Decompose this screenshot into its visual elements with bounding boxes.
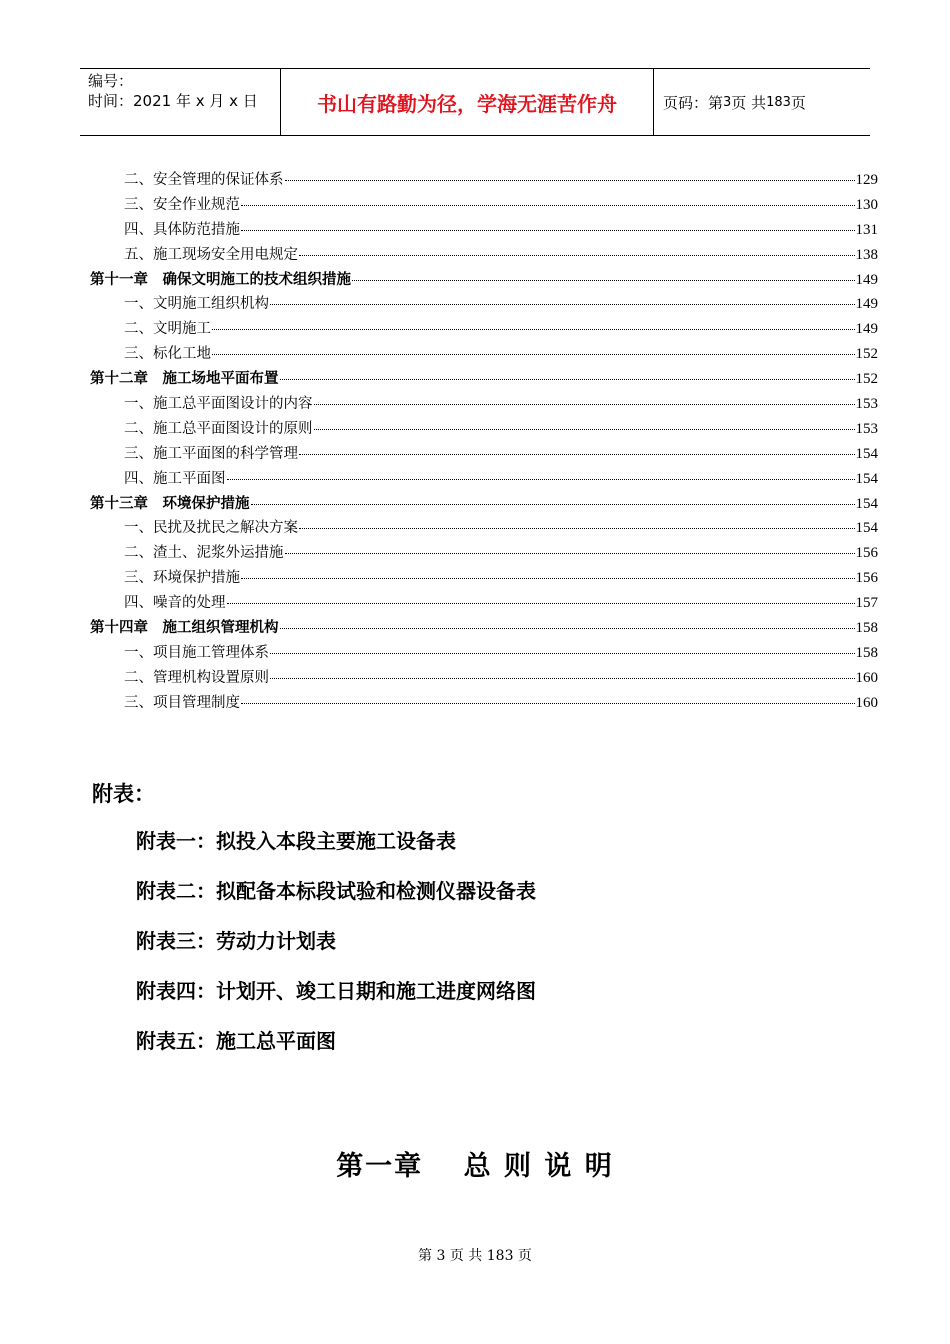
- toc-entry-page: 153: [855, 420, 878, 437]
- toc-section-entry[interactable]: [90, 218, 878, 243]
- toc-entry-page: 149: [855, 271, 878, 288]
- header-meta: [80, 69, 281, 135]
- toc-section-entry[interactable]: [90, 591, 878, 616]
- toc-entry-title: 五、施工现场安全用电规定: [124, 246, 298, 263]
- document-date: 时间：2021 年 x 月 x 日: [88, 92, 258, 110]
- toc-dot-leader: [241, 703, 855, 704]
- toc-section-entry[interactable]: [90, 292, 878, 317]
- toc-dot-leader: [251, 504, 855, 505]
- appendix-item: 附表五：施工总平面图: [136, 1029, 336, 1053]
- toc-entry-page: 152: [855, 346, 878, 363]
- toc-entry-title: 第十一章 确保文明施工的技术组织措施: [90, 270, 351, 288]
- toc-entry-page: 131: [855, 221, 878, 238]
- page-current: 3: [723, 94, 732, 110]
- toc-entry-page: 154: [855, 445, 878, 462]
- toc-entry-title: 四、施工平面图: [124, 470, 226, 487]
- toc-entry-page: 154: [855, 520, 878, 537]
- toc-section-entry[interactable]: [90, 392, 878, 417]
- toc-entry-title: 一、施工总平面图设计的内容: [124, 396, 313, 413]
- toc-entry-title: 第十四章 施工组织管理机构: [90, 619, 279, 637]
- toc-dot-leader: [314, 404, 855, 405]
- page-suffix: 页: [790, 93, 806, 112]
- toc-entry-title: 二、安全管理的保证体系: [124, 172, 284, 188]
- appendix-list: [136, 823, 536, 1073]
- toc-dot-leader: [212, 354, 855, 355]
- header-motto: 书山有路勤为径，学海无涯苦作舟: [281, 69, 654, 135]
- toc-entry-title: 二、管理机构设置原则: [124, 669, 269, 686]
- page-total: 183: [766, 94, 791, 110]
- toc-entry-title: 三、项目管理制度: [124, 694, 240, 711]
- toc-entry-title: 四、噪音的处理: [124, 595, 226, 612]
- appendix-item: 附表四：计划开、竣工日期和施工进度网络图: [136, 979, 536, 1003]
- toc-dot-leader: [299, 255, 855, 256]
- toc-entry-page: 156: [855, 570, 878, 587]
- toc-dot-leader: [270, 678, 855, 679]
- toc-entry-page: 154: [855, 470, 878, 487]
- toc-section-entry[interactable]: [90, 541, 878, 566]
- toc-dot-leader: [241, 578, 855, 579]
- toc-dot-leader: [285, 553, 855, 554]
- toc-dot-leader: [270, 653, 855, 654]
- toc-section-entry[interactable]: [90, 342, 878, 367]
- toc-section-entry[interactable]: [90, 516, 878, 541]
- document-number-label: 编号：: [88, 72, 134, 90]
- toc-chapter-entry[interactable]: [90, 492, 878, 517]
- toc-entry-title: 一、项目施工管理体系: [124, 644, 269, 661]
- toc-dot-leader: [299, 528, 855, 529]
- toc-section-entry[interactable]: [90, 666, 878, 691]
- toc-section-entry[interactable]: [90, 641, 878, 666]
- toc-dot-leader: [227, 479, 855, 480]
- toc-dot-leader: [280, 379, 855, 380]
- toc-entry-title: 三、施工平面图的科学管理: [124, 445, 298, 462]
- page-footer: 第 3 页 共 183 页: [418, 1248, 532, 1264]
- page-header: [80, 68, 870, 136]
- page-prefix: 页码：第: [663, 93, 724, 112]
- toc-entry-title: 二、施工总平面图设计的原则: [124, 420, 313, 437]
- toc-entry-page: 149: [855, 296, 878, 313]
- header-page-info: [654, 69, 870, 135]
- toc-dot-leader: [212, 329, 855, 330]
- toc-entry-title: 三、环境保护措施: [124, 570, 240, 587]
- appendix-item: 附表三：劳动力计划表: [136, 929, 336, 953]
- page-mid: 页 共: [731, 93, 767, 112]
- appendix-title: 附表：: [92, 781, 155, 806]
- toc-entry-title: 一、文明施工组织机构: [124, 296, 269, 313]
- toc-section-entry[interactable]: [90, 417, 878, 442]
- toc-entry-title: 一、民扰及扰民之解决方案: [124, 520, 298, 537]
- toc-entry-title: 四、具体防范措施: [124, 221, 240, 238]
- toc-section-entry[interactable]: [90, 467, 878, 492]
- appendix-item: 附表二：拟配备本标段试验和检测仪器设备表: [136, 879, 536, 903]
- toc-entry-title: 二、文明施工: [124, 321, 211, 338]
- toc-dot-leader: [299, 454, 855, 455]
- toc-entry-page: 156: [855, 545, 878, 562]
- toc-entry-page: 138: [855, 246, 878, 263]
- appendix-item: 附表一：拟投入本段主要施工设备表: [136, 829, 456, 853]
- toc-dot-leader: [285, 180, 855, 181]
- toc-entry-page: 130: [855, 196, 878, 213]
- table-of-contents: [90, 168, 878, 716]
- toc-dot-leader: [241, 230, 855, 231]
- toc-entry-title: 第十三章 环境保护措施: [90, 494, 250, 512]
- toc-dot-leader: [227, 603, 855, 604]
- toc-entry-page: 129: [855, 172, 878, 188]
- toc-entry-page: 149: [855, 321, 878, 338]
- toc-dot-leader: [352, 280, 855, 281]
- toc-section-entry[interactable]: [90, 193, 878, 218]
- toc-entry-page: 154: [855, 495, 878, 512]
- toc-dot-leader: [270, 304, 855, 305]
- toc-section-entry[interactable]: [90, 442, 878, 467]
- toc-chapter-entry[interactable]: [90, 367, 878, 392]
- chapter-heading: 第一章 总 则 说 明: [336, 1151, 614, 1182]
- toc-entry-page: 160: [855, 669, 878, 686]
- toc-dot-leader: [314, 429, 855, 430]
- toc-section-entry[interactable]: [90, 317, 878, 342]
- toc-chapter-entry[interactable]: [90, 268, 878, 293]
- toc-section-entry[interactable]: [90, 566, 878, 591]
- toc-entry-page: 157: [855, 595, 878, 612]
- toc-entry-page: 153: [855, 396, 878, 413]
- toc-chapter-entry[interactable]: [90, 616, 878, 641]
- toc-entry-page: 158: [855, 620, 878, 637]
- toc-section-entry[interactable]: [90, 691, 878, 716]
- toc-dot-leader: [280, 628, 855, 629]
- toc-section-entry[interactable]: [90, 243, 878, 268]
- toc-entry-page: 158: [855, 644, 878, 661]
- toc-dot-leader: [241, 205, 855, 206]
- toc-section-entry[interactable]: [90, 168, 878, 193]
- toc-entry-page: 160: [855, 694, 878, 711]
- toc-entry-title: 第十二章 施工场地平面布置: [90, 370, 279, 388]
- toc-entry-title: 二、渣土、泥浆外运措施: [124, 545, 284, 562]
- toc-entry-title: 三、安全作业规范: [124, 196, 240, 213]
- toc-entry-title: 三、标化工地: [124, 346, 211, 363]
- toc-entry-page: 152: [855, 371, 878, 388]
